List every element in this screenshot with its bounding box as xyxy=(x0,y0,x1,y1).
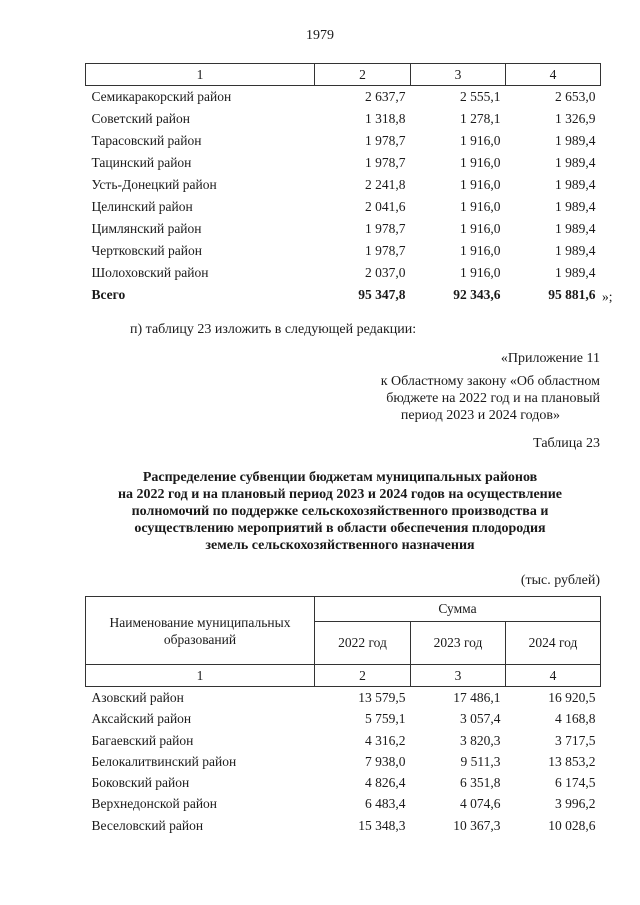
district-name: Белокалитвинский район xyxy=(91,753,237,769)
name-column-header xyxy=(86,597,315,665)
district-name: Семикаракорский район xyxy=(91,89,232,104)
amount-cell: 4 316,2 xyxy=(365,732,406,748)
amount-cell: 1 989,4 xyxy=(555,199,596,214)
amount-cell: 4 826,4 xyxy=(365,775,406,791)
annex-reference-line: бюджете на 2022 год и на плановый xyxy=(386,391,600,406)
amount-cell: 1 978,7 xyxy=(365,133,406,148)
amount-cell: 1 318,8 xyxy=(365,111,406,126)
page-number: 1979 xyxy=(306,28,334,43)
amount-cell: 2 241,8 xyxy=(365,177,406,192)
header-line: образований xyxy=(163,631,237,647)
table-row xyxy=(86,130,601,152)
amount-cell: 15 348,3 xyxy=(358,817,406,833)
total-value: 95 347,8 xyxy=(358,287,406,302)
district-name: Азовский район xyxy=(91,690,184,705)
table-row xyxy=(86,815,601,836)
column-index: 3 xyxy=(411,665,506,687)
annex-reference-line: период 2023 и 2024 годов» xyxy=(400,408,560,423)
table-row xyxy=(86,687,601,709)
year-header: 2024 год xyxy=(506,622,601,665)
table-row xyxy=(86,218,601,240)
amount-cell: 10 028,6 xyxy=(548,817,596,833)
sum-column-header: Сумма xyxy=(315,597,601,622)
district-name: Шолоховский район xyxy=(91,265,209,280)
amount-cell: 13 853,2 xyxy=(548,753,596,769)
title-line: земель сельскохозяйственного назначения xyxy=(205,538,475,553)
amount-cell: 1 978,7 xyxy=(365,155,406,170)
subvention-table xyxy=(85,596,601,836)
amount-cell: 9 511,3 xyxy=(460,753,501,769)
amount-cell: 2 555,1 xyxy=(460,89,501,104)
amount-cell: 1 916,0 xyxy=(460,199,501,214)
table-row xyxy=(86,708,601,729)
amount-cell: 1 326,9 xyxy=(555,111,596,126)
amount-cell: 6 351,8 xyxy=(460,775,501,791)
annex-reference xyxy=(300,373,600,424)
amount-cell: 1 916,0 xyxy=(460,133,501,148)
table-row xyxy=(86,751,601,772)
district-name: Чертковский район xyxy=(91,243,202,258)
amount-cell: 1 978,7 xyxy=(365,243,406,258)
amount-cell: 2 041,6 xyxy=(365,199,406,214)
amount-cell: 1 978,7 xyxy=(365,221,406,236)
column-index: 1 xyxy=(86,665,315,687)
title-line: полномочий по поддержке сельскохозяйственного производства и xyxy=(131,504,549,519)
amount-cell: 1 916,0 xyxy=(460,243,501,258)
amount-cell: 1 916,0 xyxy=(460,155,501,170)
district-name: Целинский район xyxy=(91,199,193,214)
table-row xyxy=(86,772,601,793)
table-header-row xyxy=(86,64,601,86)
year-header: 2022 год xyxy=(315,622,411,665)
table-row xyxy=(86,262,601,284)
district-name: Советский район xyxy=(91,111,190,126)
units-label: (тыс. рублей) xyxy=(520,573,600,588)
amount-cell: 1 278,1 xyxy=(460,111,501,126)
amount-cell: 6 174,5 xyxy=(555,775,596,791)
table-label: Таблица 23 xyxy=(533,436,600,451)
column-index: 4 xyxy=(506,64,601,86)
table-title xyxy=(80,469,600,554)
district-name: Тарасовский район xyxy=(91,133,202,148)
column-index: 2 xyxy=(315,64,411,86)
district-name: Цимлянский район xyxy=(91,221,202,236)
district-name: Веселовский район xyxy=(91,817,204,833)
amount-cell: 6 483,4 xyxy=(365,796,406,812)
table-row xyxy=(86,196,601,218)
annex-reference-line: к Областному закону «Об областном xyxy=(380,374,600,389)
table-header-row xyxy=(86,597,601,622)
total-value: 95 881,6 xyxy=(548,287,596,302)
amount-cell: 1 989,4 xyxy=(555,265,596,280)
table-row xyxy=(86,174,601,196)
amount-cell: 1 989,4 xyxy=(555,221,596,236)
amount-cell: 1 989,4 xyxy=(555,155,596,170)
column-index: 4 xyxy=(506,665,601,687)
closing-quote: »; xyxy=(602,289,613,304)
district-name: Усть-Донецкий район xyxy=(91,177,217,192)
table-row xyxy=(86,793,601,814)
amount-cell: 4 168,8 xyxy=(555,711,596,727)
column-index: 1 xyxy=(86,64,315,86)
amount-cell: 2 037,0 xyxy=(365,265,406,280)
table-row xyxy=(86,730,601,751)
district-name: Верхнедонской район xyxy=(91,796,218,812)
amount-cell: 10 367,3 xyxy=(453,817,501,833)
table-row xyxy=(86,240,601,262)
column-index-row xyxy=(86,665,601,687)
amount-cell: 1 989,4 xyxy=(555,243,596,258)
year-header: 2023 год xyxy=(411,622,506,665)
amount-cell: 13 579,5 xyxy=(358,690,406,705)
amount-cell: 2 637,7 xyxy=(365,89,406,104)
header-line: Наименование муниципальных xyxy=(109,614,291,630)
amendment-instruction: п) таблицу 23 изложить в следующей редакции: xyxy=(130,322,417,337)
table-continuation xyxy=(85,63,601,306)
amount-cell: 3 820,3 xyxy=(460,732,501,748)
district-name: Аксайский район xyxy=(91,711,192,727)
total-label: Всего xyxy=(91,287,126,302)
column-index: 3 xyxy=(411,64,506,86)
total-value: 92 343,6 xyxy=(453,287,501,302)
amount-cell: 2 653,0 xyxy=(555,89,596,104)
amount-cell: 1 989,4 xyxy=(555,133,596,148)
amount-cell: 1 916,0 xyxy=(460,221,501,236)
district-name: Боковский район xyxy=(91,775,190,791)
table-row xyxy=(86,152,601,174)
table-row xyxy=(86,86,601,109)
amount-cell: 4 074,6 xyxy=(460,796,501,812)
title-line: Распределение субвенции бюджетам муниципальных районов xyxy=(142,470,538,485)
title-line: на 2022 год и на плановый период 2023 и 2024 годов на осуществление xyxy=(117,487,563,502)
amount-cell: 1 989,4 xyxy=(555,177,596,192)
amount-cell: 1 916,0 xyxy=(460,265,501,280)
annex-label: «Приложение 11 xyxy=(500,351,600,366)
amount-cell: 16 920,5 xyxy=(548,690,596,705)
table-row xyxy=(86,108,601,130)
amount-cell: 3 717,5 xyxy=(555,732,596,748)
amount-cell: 1 916,0 xyxy=(460,177,501,192)
district-name: Багаевский район xyxy=(91,732,194,748)
amount-cell: 3 996,2 xyxy=(555,796,596,812)
amount-cell: 3 057,4 xyxy=(460,711,501,727)
amount-cell: 7 938,0 xyxy=(365,753,406,769)
amount-cell: 17 486,1 xyxy=(453,690,501,705)
column-index: 2 xyxy=(315,665,411,687)
district-name: Тацинский район xyxy=(91,155,192,170)
title-line: осуществлению мероприятий в области обеспечения плодородия xyxy=(134,521,546,536)
total-row xyxy=(86,284,601,306)
amount-cell: 5 759,1 xyxy=(365,711,406,727)
